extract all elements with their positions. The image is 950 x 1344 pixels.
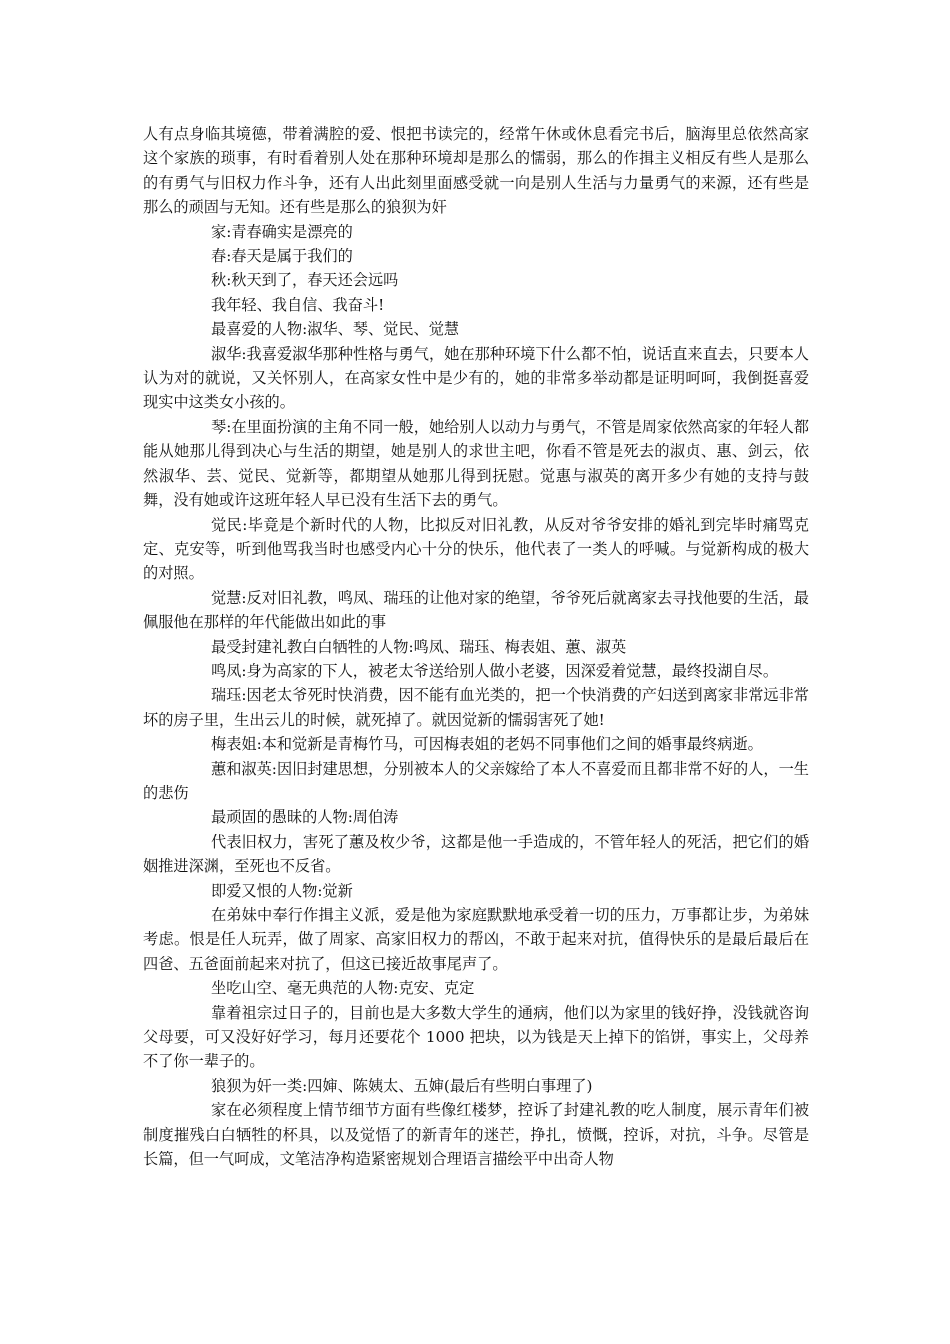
paragraph: 即爱又恨的人物:觉新 (211, 881, 353, 900)
paragraph: 狼狈为奸一类:四婶、陈姨太、五婶(最后有些明白事理了) (211, 1076, 593, 1095)
paragraph: 家在必须程度上情节细节方面有些像红楼梦，控诉了封建礼教的吃人制度，展示青年们被制度摧残白白牺牲的杯具，以及觉悟了的新青年的迷芒，挣扎，愤慨，控诉，对抗，斗争。尽管是长篇，但一气呵成，文笔洁净构造紧密规划合理语言描绘平中出奇人物 (143, 1101, 809, 1169)
paragraph: 坐吃山空、毫无典范的人物:克安、克定 (211, 979, 475, 998)
paragraph: 觉慧:反对旧礼教，鸣凤、瑞珏的让他对家的绝望，爷爷死后就离家去寻找他要的生活，最佩服他在那样的年代能做出如此的事 (143, 588, 809, 632)
paragraph: 代表旧权力，害死了蕙及枚少爷，这都是他一手造成的，不管年轻人的死活，把它们的婚姻推进深渊，至死也不反省。 (143, 832, 809, 876)
paragraph: 淑华:我喜爱淑华那种性格与勇气，她在那种环境下什么都不怕，说话直来直去，只要本人认为对的就说，又关怀别人，在高家女性中是少有的，她的非常多举动都是证明呵呵，我倒挺喜爱现实中这类女小孩的。 (143, 344, 809, 412)
paragraph: 蕙和淑英:因旧封建思想，分别被本人的父亲嫁给了本人不喜爱而且都非常不好的人，一生的悲伤 (143, 759, 809, 802)
paragraph: 琴:在里面扮演的主角不同一般，她给别人以动力与勇气，不管是周家依然高家的年轻人都能从她那儿得到决心与生活的期望，她是别人的求世主吧，你看不管是死去的淑贞、惠、剑云，依然淑华、芸、觉民、觉新等，都期望从她那儿得到抚慰。觉惠与淑英的离开多少有她的支持与鼓舞，没有她或许这班年轻人早已没有生活下去的勇气。 (143, 417, 809, 510)
paragraph: 最顽固的愚昧的人物:周伯涛 (211, 808, 399, 827)
paragraph: 觉民:毕竟是个新时代的人物，比拟反对旧礼教，从反对爷爷安排的婚礼到完毕时痛骂克定、克安等，听到他骂我当时也感受内心十分的快乐，他代表了一类人的呼喊。与觉新构成的极大的对照。 (143, 515, 809, 583)
paragraph: 最受封建礼教白白牺牲的人物:鸣凤、瑞珏、梅表姐、蕙、淑英 (211, 637, 627, 656)
paragraph: 我年轻、我自信、我奋斗! (211, 295, 385, 314)
paragraph: 春:春天是属于我们的 (211, 247, 353, 266)
paragraph: 最喜爱的人物:淑华、琴、觉民、觉慧 (211, 320, 460, 339)
paragraph: 梅表姐:本和觉新是青梅竹马，可因梅表姐的老妈不同事他们之间的婚事最终病逝。 (211, 735, 763, 754)
paragraph: 鸣凤:身为高家的下人，被老太爷送给别人做小老婆，因深爱着觉慧，最终投湖自尽。 (211, 661, 779, 680)
paragraph: 在弟妹中奉行作揖主义派，爱是他为家庭默默地承受着一切的压力，万事都让步，为弟妹考虑。恨是任人玩弄，做了周家、高家旧权力的帮凶，不敢于起来对抗，值得快乐的是最后最后在四爸、五爸面前起来对抗了，但这已接近故事尾声了。 (143, 906, 809, 973)
paragraph: 家:青春确实是漂亮的 (211, 222, 353, 241)
document-body (143, 122, 809, 1171)
paragraph: 靠着祖宗过日子的，目前也是大多数大学生的通病，他们以为家里的钱好挣，没钱就咨询父母要，可又没好好学习，每月还要花个 1000 把块，以为钱是天上掉下的馅饼，事实上，父母养不了你一辈子的。 (143, 1003, 809, 1071)
paragraph: 人有点身临其境德，带着满腔的爱、恨把书读完的，经常午休或休息看完书后，脑海里总依然高家这个家族的琐事，有时看着别人处在那种环境却是那么的懦弱，那么的作揖主义相反有些人是那么的有勇气与旧权力作斗争，还有人出此刻里面感受就一向是别人生活与力量勇气的来源，还有些是那么的顽固与无知。还有些是那么的狼狈为奸 (143, 125, 809, 217)
paragraph: 瑞珏:因老太爷死时快消费，因不能有血光类的，把一个快消费的产妇送到离家非常远非常坏的房子里，生出云儿的时候，就死掉了。就因觉新的懦弱害死了她! (143, 686, 809, 729)
paragraph: 秋:秋天到了，春天还会远吗 (211, 271, 399, 290)
